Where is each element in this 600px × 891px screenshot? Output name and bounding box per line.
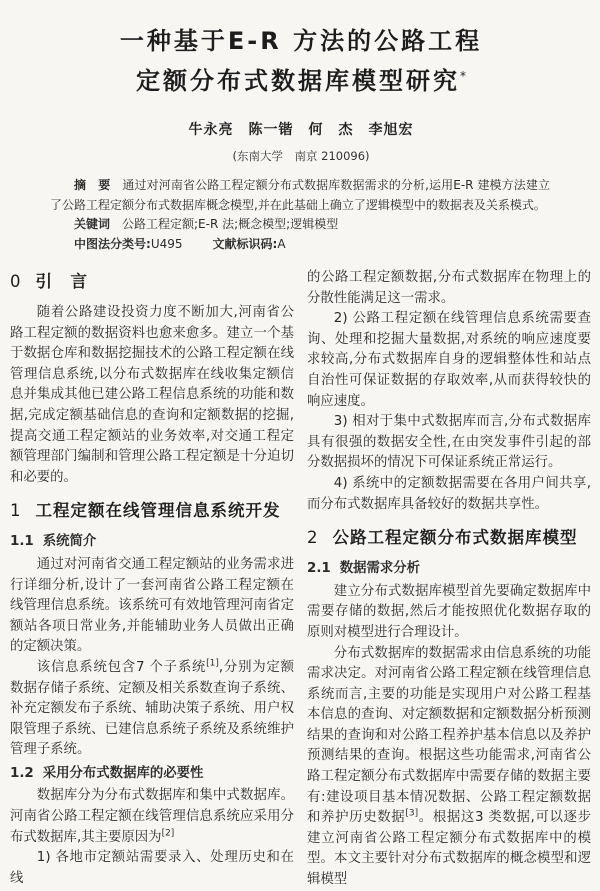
abstract-text: 通过对河南省公路工程定额分布式数据库数据需求的分析,运用E-R 建模方法建立了公路工程定额分布式数据库概念模型,并在此基础上确立了逻辑模型中的数据表及关系模式。 xyxy=(50,178,550,212)
clc-value: U495 xyxy=(150,236,183,251)
doc-code-label: 文献标识码: xyxy=(212,236,278,251)
section-title: 引 言 xyxy=(35,272,88,291)
paragraph-data-requirements: 分布式数据库的数据需求由信息系统的功能需求决定。对河南省公路工程定额在线管理信息系统而言,主要的功能是实现用户对公路工程基本信息的查询、对定额数据和定额数据分析预测结果的查询和对公路工程养护基本信息以及养护预测结果的查询。根据这些功能需求,河南省公路工程定额分布式数据库中需要存储的数据主要有:建设项目基本情况数据、公路工程定额数据和养护历史数据[3]。根据这3 类数据,可以逐步建立河南省公路工程定额分布式数据库中的模型。本文主要针对分布式数据库的概念模型和逻辑模型 xyxy=(307,645,591,888)
list-item-1-continuation: 的公路工程定额数据,分布式数据库在物理上的分散性能满足这一需求。 xyxy=(307,270,591,306)
subsection-number: 1.1 xyxy=(10,534,34,550)
section-number: 0 xyxy=(10,272,22,291)
subsection-title: 采用分布式数据库的必要性 xyxy=(42,765,204,781)
paragraph-system-intro: 通过对河南省交通工程定额站的业务需求进行详细分析,设计了一套河南省公路工程定额在线管理信息系统。该系统可有效地管理河南省定额站各项日常业务,并能辅助业务人员做出正确的定额决策。 xyxy=(10,556,294,655)
two-column-body xyxy=(10,268,592,891)
classification-line xyxy=(50,235,550,255)
keywords-label: 关键词 xyxy=(74,217,111,231)
abstract-label: 摘 要 xyxy=(74,178,111,192)
section-number: 1 xyxy=(10,501,22,521)
subsection-number: 1.2 xyxy=(10,765,34,781)
abstract-block xyxy=(50,176,550,254)
section-title: 公路工程定额分布式数据库模型 xyxy=(332,528,578,548)
doc-code-value: A xyxy=(277,236,286,251)
list-item-4: 4) 系统中的定额数据需要在各用户间共享,而分布式数据库具备较好的数据共享性。 xyxy=(307,475,591,512)
paragraph-db-necessity: 数据库分为分布式数据库和集中式数据库。河南省公路工程定额在线管理信息系统应采用分布式数据库,其主要原因为[2] xyxy=(10,788,294,845)
clc-label: 中图法分类号: xyxy=(74,236,151,251)
section-title: 工程定额在线管理信息系统开发 xyxy=(35,501,281,521)
paragraph-intro: 随着公路建设投资力度不断加大,河南省公路工程定额的数据资料也愈来愈多。建立一个基于数据仓库和数据挖掘技术的公路工程定额在线管理信息系统,以分布式数据库在线收集定额信息并集成其他已建公路工程信息系统的功能和数据,完成定额基础信息的查询和定额数据的挖掘,提高交通工程定额站的业务效率,对交通工程定额管理部门编制和管理公路工程定额是十分迫切和必要的。 xyxy=(10,305,294,485)
section-heading-2 xyxy=(307,526,591,550)
list-item-1: 1) 各地市定额站需要录入、处理历史和在线 xyxy=(10,850,294,886)
affiliation-line: (东南大学 南京 210096) xyxy=(232,149,370,163)
list-item-2: 2) 公路工程定额在线管理信息系统需要查询、处理和挖掘大量数据,对系统的响应速度要求较高,分布式数据库自身的逻辑整体性和站点自治性可保证数据的存取效率,从而获得较快的响应速度。 xyxy=(307,311,591,409)
subsection-heading-2-1 xyxy=(307,559,591,580)
authors-line: 牛永亮 陈一锴 何 杰 李旭宏 xyxy=(188,122,414,138)
paper-title-line2: 定额分布式数据库模型研究 xyxy=(136,67,460,95)
subsection-heading-1-2 xyxy=(10,764,294,785)
paragraph-model-principle: 建立分布式数据库模型首先要确定数据库中需要存储的数据,然后才能按照优化数据存取的原则对模型进行合理设计。 xyxy=(307,583,591,640)
subsection-number: 2.1 xyxy=(307,561,331,577)
section-number: 2 xyxy=(307,528,319,548)
section-heading-1 xyxy=(10,499,294,523)
paper-title-line1: 一种基于E-R 方法的公路工程 xyxy=(119,27,483,55)
section-heading-0 xyxy=(10,270,294,294)
keywords-line xyxy=(50,215,550,235)
subsection-title: 系统简介 xyxy=(42,534,97,550)
left-column xyxy=(10,268,294,891)
right-column xyxy=(307,268,591,891)
paper-title xyxy=(10,24,592,99)
paragraph-subsystems: 该信息系统包含7 个子系统[1],分别为定额数据存储子系统、定额及相关系数查询子系统、补充定额发布子系统、辅助决策子系统、用户权限管理子系统、已建信息系统子系统及系统维护管理子系统。 xyxy=(10,658,294,758)
list-item-3: 3) 相对于集中式数据库而言,分布式数据库具有很强的数据安全性,在由突发事件引起的部分数据损坏的情况下可保证系统正常运行。 xyxy=(307,414,591,471)
keywords-text: 公路工程定额;E-R 法;概念模型;逻辑模型 xyxy=(110,217,339,231)
title-footnote-marker: * xyxy=(460,69,466,83)
subsection-heading-1-1 xyxy=(10,532,294,553)
abstract-paragraph xyxy=(50,176,550,215)
subsection-title: 数据需求分析 xyxy=(339,561,421,577)
